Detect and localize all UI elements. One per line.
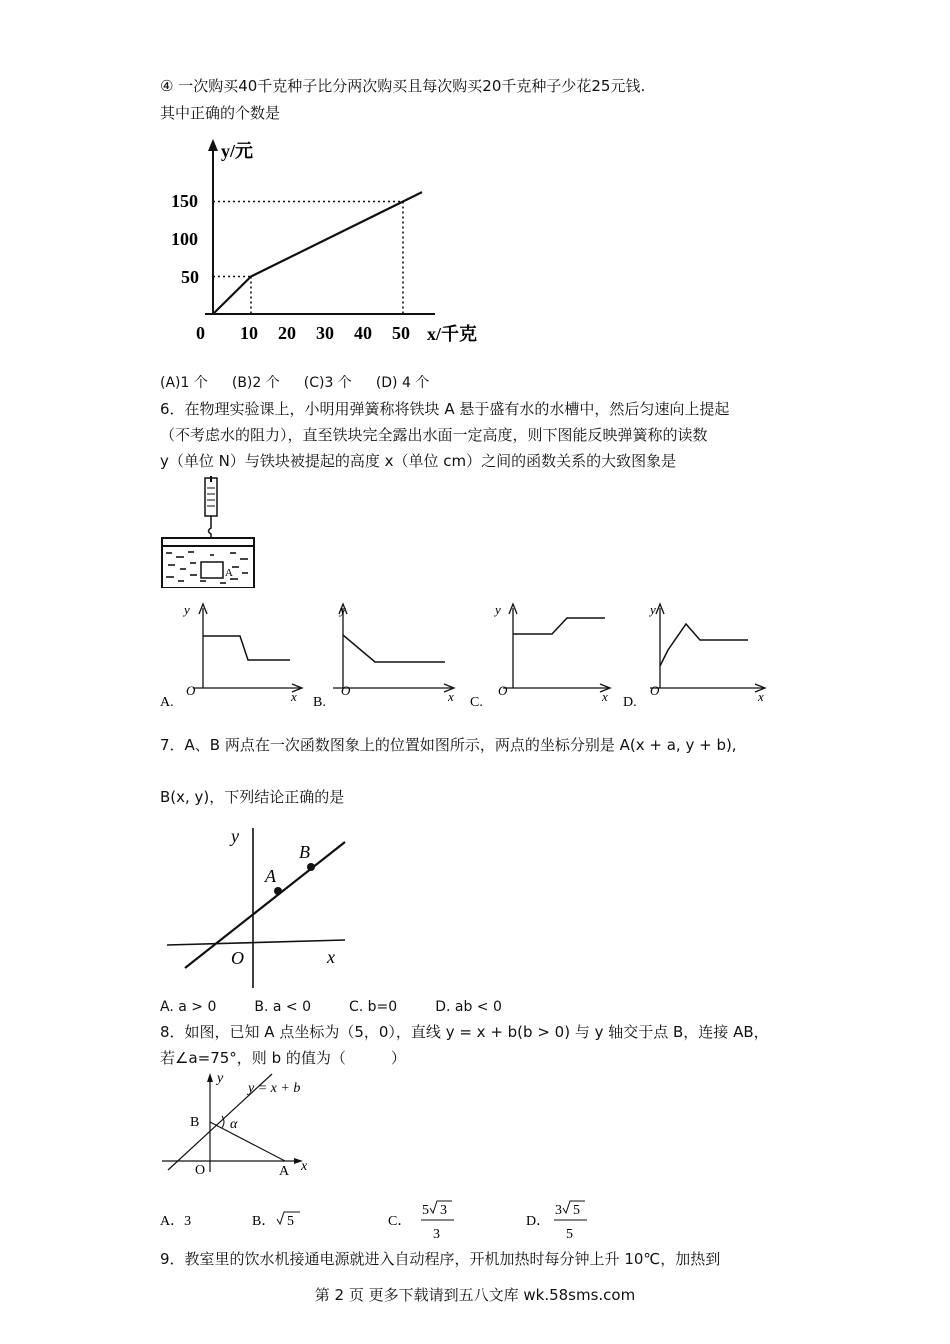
q8-point-b-label: B [190,1115,200,1130]
q5-x-tick-30: 30 [316,323,334,343]
q5-y-arrow [208,139,218,151]
q5-option-b[interactable]: (B)2 个 [231,375,280,391]
q6-option-a[interactable]: A. [160,695,174,710]
q7-point-b-label: B [299,842,310,862]
q7-origin-label: O [231,948,244,968]
q8-option-b-prefix: B． [252,1214,276,1229]
q5-option-a[interactable]: (A)1 个 [160,375,208,391]
q6-line-3: y（单位 N）与铁块被提起的高度 x（单位 cm）之间的函数关系的大致图象是 [160,452,677,470]
graph-d-origin: O [650,683,660,698]
q5-x-tick-10: 10 [240,323,258,343]
q8-y-label: y [217,1071,224,1086]
graph-a-origin: O [186,683,196,698]
q5-y-axis-label: y/元 [221,141,254,161]
q7-x-axis [167,940,345,945]
q8-option-d-numerator-rad: 5 [573,1203,580,1218]
iron-block-label: A [225,567,233,579]
q7-line-1: 7．A、B 两点在一次函数图象上的位置如图所示，两点的坐标分别是 A(x + a, y + b), [160,736,737,754]
q8-equation-label: y = x + b [248,1081,301,1096]
q5-y-tick-100: 100 [171,229,198,249]
q6-option-c[interactable]: C. [470,695,483,710]
q6-spring-scale-figure [160,476,260,588]
q5-prompt: 其中正确的个数是 [160,104,281,122]
q7-x-label: x [327,947,335,967]
q7-options [160,996,502,1018]
q8-origin-label: O [195,1163,206,1178]
q8-option-d[interactable] [526,1201,587,1242]
q6-line-1: 6．在物理实验课上，小明用弹簧称将铁块 A 悬于盛有水的水槽中，然后匀速向上提起 [160,400,730,418]
graph-b-origin: O [341,683,351,698]
q8-point-a-label: A [279,1164,290,1178]
q8-alpha-label: α [230,1117,238,1132]
q5-options [160,372,429,394]
spring-scale-body [205,478,217,516]
q5-statement-4: ④ 一次购买40千克种子比分两次购买且每次购买20千克种子少花25元钱. [160,77,646,95]
q8-option-b-radicand: 5 [287,1214,294,1229]
q5-origin-label: 0 [196,323,205,343]
q7-point-a-label: A [265,866,276,886]
q8-x-label: x [301,1159,308,1174]
graph-c-origin: O [498,683,508,698]
q6-option-d[interactable]: D. [623,695,637,710]
graph-c-curve [513,618,605,634]
graph-a-curve [203,636,290,660]
graph-c-y-label: y [495,602,501,617]
q5-series-line [213,192,422,314]
iron-block [201,562,223,578]
q5-x-tick-20: 20 [278,323,296,343]
q7-point-a [274,887,282,895]
q7-option-a[interactable]: A. a > 0 [160,999,217,1015]
graph-b-x-label: x [448,689,454,704]
q7-point-b [307,863,315,871]
q8-line-2: 若∠a=75°，则 b 的值为（ ） [160,1049,406,1067]
q5-x-tick-50: 50 [392,323,410,343]
q7-option-d[interactable]: D. ab < 0 [435,999,502,1015]
q9-line-1: 9．教室里的饮水机接通电源就进入自动程序，开机加热时每分钟上升 10℃，加热到 [160,1250,721,1268]
q5-option-d[interactable]: (D) 4 个 [375,375,430,391]
q8-option-d-denominator: 5 [566,1227,573,1242]
q8-option-c-prefix: C． [388,1214,412,1229]
q5-y-tick-50: 50 [181,267,199,287]
q5-x-axis-label: x/千克 [427,324,478,344]
graph-b-y-label: y [340,602,346,617]
q8-segment-ab [210,1122,285,1161]
q8-option-d-prefix: D． [526,1214,551,1229]
q7-option-b[interactable]: B. a < 0 [254,999,311,1015]
q5-x-tick-40: 40 [354,323,372,343]
q8-option-c[interactable] [388,1201,454,1242]
q5-price-chart [165,135,500,360]
q8-options [160,1192,620,1246]
graph-a-x-label: x [291,689,297,704]
q6-graphs [160,600,780,710]
graph-b-curve [343,635,445,662]
q6-line-2: （不考虑水的阻力），直至铁块完全露出水面一定高度，则下图能反映弹簧称的读数 [160,426,708,444]
q7-function-line [185,842,345,968]
graph-d-y-label: y [650,602,656,617]
q7-option-c[interactable]: C. b=0 [348,999,398,1015]
graph-a-y-label: y [184,602,190,617]
graph-d-curve [660,624,748,666]
q7-line-2: B(x, y)，下列结论正确的是 [160,788,345,806]
q8-figure [160,1070,320,1178]
q8-option-a[interactable]: A．3 [160,1214,192,1229]
q7-y-label: y [231,826,239,846]
page-footer[interactable]: 第 2 页 更多下载请到五八文库 wk.58sms.com [314,1286,636,1304]
q5-y-tick-150: 150 [171,191,198,211]
q8-line-1: 8．如图，已知 A 点坐标为（5，0），直线 y = x + b(b > 0) 与 y 轴交于点 B，连接 AB， [160,1023,769,1041]
q8-option-c-denominator: 3 [433,1227,440,1242]
q5-option-c[interactable]: (C)3 个 [303,375,352,391]
graph-d-x-label: x [758,689,764,704]
graph-c-x-label: x [602,689,608,704]
q8-option-b[interactable] [252,1212,300,1229]
q8-option-c-numerator-coef: 5 [422,1203,429,1218]
q8-option-d-numerator-coef: 3 [555,1203,562,1218]
q6-option-b[interactable]: B. [313,695,326,710]
q7-line-figure [165,820,355,990]
q8-option-c-numerator-rad: 3 [440,1203,447,1218]
